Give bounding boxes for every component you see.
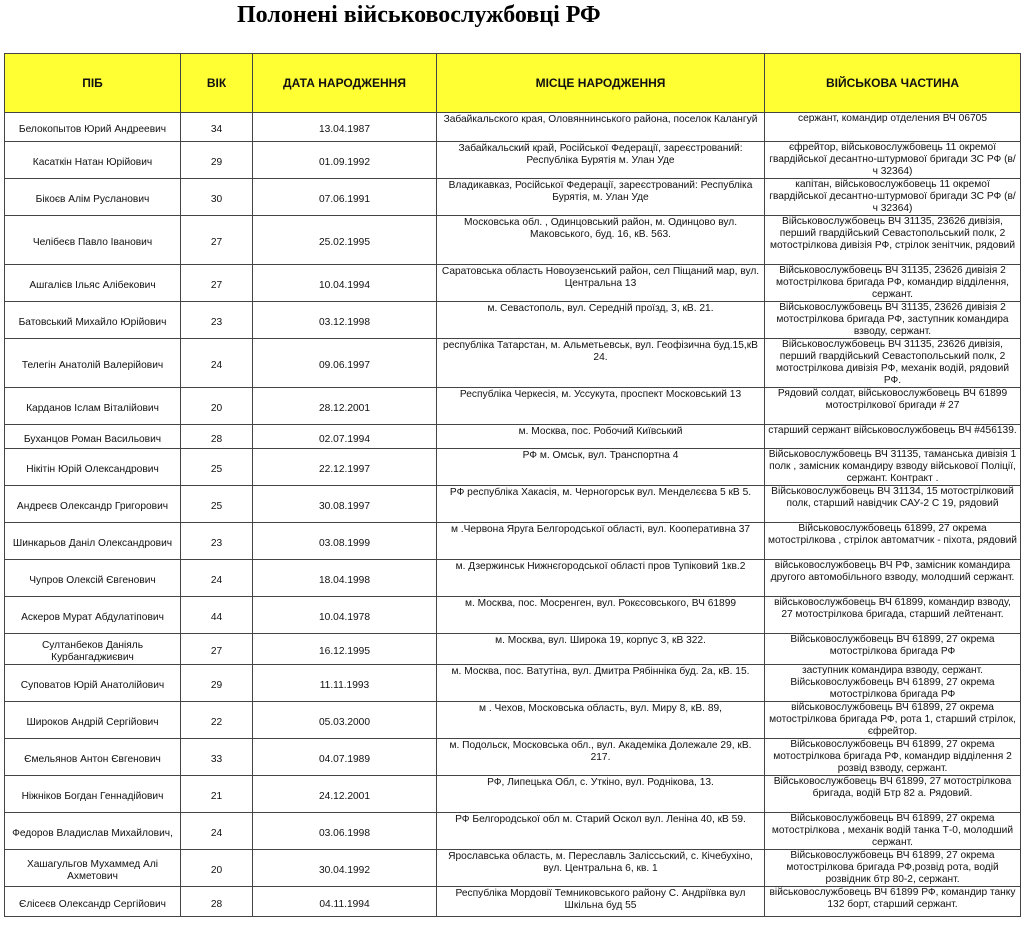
dob-cell: 24.12.2001: [253, 776, 437, 813]
table-row: [5, 560, 1021, 597]
age-cell: 25: [181, 449, 253, 486]
page-title: Полонені військовослужбовці РФ: [237, 2, 601, 28]
birthplace-cell: Московська обл. , Одинцовський район, м. Одинцово вул. Маковського, буд. 16, кВ. 563.: [437, 216, 765, 265]
header-age: ВІК: [181, 54, 253, 113]
name-cell: Чупров Олексій Євгенович: [5, 560, 181, 597]
military-unit-cell: військовослужбовець ВЧ 61899, командир взводу, 27 мотострілкова бригада, старший лейтенант.: [765, 597, 1021, 634]
birthplace-cell: республіка Татарстан, м. Альметьевськ, вул. Геофізична буд.15,кВ 24.: [437, 339, 765, 388]
dob-cell: 01.09.1992: [253, 142, 437, 179]
name-cell: Андреєв Олександр Григорович: [5, 486, 181, 523]
prisoners-table: [4, 53, 1021, 917]
dob-cell: 11.11.1993: [253, 665, 437, 702]
dob-cell: 10.04.1978: [253, 597, 437, 634]
table-row: [5, 702, 1021, 739]
birthplace-cell: м. Москва, пос. Робочий Київський: [437, 425, 765, 449]
table-row: [5, 142, 1021, 179]
table-row: [5, 179, 1021, 216]
name-cell: Челібеєв Павло Іванович: [5, 216, 181, 265]
birthplace-cell: Саратовська область Новоузенський район, сел Піщаний мар, вул. Центральна 13: [437, 265, 765, 302]
birthplace-cell: м .Червона Яруга Белгородської області, вул. Кооперативна 37: [437, 523, 765, 560]
birthplace-cell: м. Москва, пос. Мосренген, вул. Рокєсовського, ВЧ 61899: [437, 597, 765, 634]
table-row: [5, 850, 1021, 887]
table-row: [5, 113, 1021, 142]
dob-cell: 30.04.1992: [253, 850, 437, 887]
name-cell: Хашагульгов Мухаммед Алі Ахметович: [5, 850, 181, 887]
dob-cell: 30.08.1997: [253, 486, 437, 523]
age-cell: 24: [181, 339, 253, 388]
table-row: [5, 339, 1021, 388]
military-unit-cell: військовослужбовець ВЧ 61899, 27 окрема мотострілкова бригада РФ, рота 1, старший стрілок, єфрейтор.: [765, 702, 1021, 739]
dob-cell: 09.06.1997: [253, 339, 437, 388]
header-military-unit: ВІЙСЬКОВА ЧАСТИНА: [765, 54, 1021, 113]
dob-cell: 28.12.2001: [253, 388, 437, 425]
dob-cell: 25.02.1995: [253, 216, 437, 265]
military-unit-cell: заступник командира взводу, сержант. Військовослужбовець ВЧ 61899, 27 окрема мотострілкова бригада РФ: [765, 665, 1021, 702]
table-row: [5, 388, 1021, 425]
birthplace-cell: Республіка Черкесія, м. Уссукута, проспект Московський 13: [437, 388, 765, 425]
dob-cell: 07.06.1991: [253, 179, 437, 216]
name-cell: Аскеров Мурат Абдулатіпович: [5, 597, 181, 634]
table-row: [5, 597, 1021, 634]
military-unit-cell: Військовослужбовець ВЧ 31135, 23626 дивізія, перший гвардійський Севастопольський полк, 2 мотострілкова дивізія РФ, стрілок зенітчик, рядовий: [765, 216, 1021, 265]
table-row: [5, 739, 1021, 776]
name-cell: Шинкарьов Даніл Олександрович: [5, 523, 181, 560]
name-cell: Нікітін Юрій Олександрович: [5, 449, 181, 486]
military-unit-cell: військовослужбовець ВЧ 61899 РФ, командир танку 132 борт, старший сержант.: [765, 887, 1021, 917]
dob-cell: 16.12.1995: [253, 634, 437, 665]
military-unit-cell: Військовослужбовець ВЧ 31135, 23626 дивізія 2 мотострілкова бригада РФ, заступник командира взводу, сержант.: [765, 302, 1021, 339]
name-cell: Батовський Михайло Юрійович: [5, 302, 181, 339]
name-cell: Карданов Іслам Віталійович: [5, 388, 181, 425]
age-cell: 20: [181, 388, 253, 425]
name-cell: Буханцов Роман Васильович: [5, 425, 181, 449]
name-cell: Султанбеков Даніяль Курбангаджиєвич: [5, 634, 181, 665]
table-row: [5, 449, 1021, 486]
table-row: [5, 425, 1021, 449]
table-row: [5, 887, 1021, 917]
military-unit-cell: Військовослужбовець ВЧ 61899, 27 окрема мотострілкова бригада РФ,розвід рота, водій розвідник бтр 80-2, сержант.: [765, 850, 1021, 887]
military-unit-cell: Військовослужбовець ВЧ 61899, 27 окрема мотострілкова бригада РФ: [765, 634, 1021, 665]
military-unit-cell: Військовослужбовець ВЧ 31135, 23626 дивізія, перший гвардійський Севастопольський полк, 2 мотострілкова дивізія РФ, механік водій, рядовий РФ.: [765, 339, 1021, 388]
birthplace-cell: Республіка Мордовії Темниковського району С. Андріївка вул Шкільна буд 55: [437, 887, 765, 917]
name-cell: Ашгалієв Ільяс Алібекович: [5, 265, 181, 302]
birthplace-cell: м. Дзержинськ Нижнєгородської області пров Тупіковий 1кв.2: [437, 560, 765, 597]
birthplace-cell: м. Подольск, Московська обл., вул. Академіка Долежале 29, кВ. 217.: [437, 739, 765, 776]
age-cell: 29: [181, 142, 253, 179]
age-cell: 23: [181, 302, 253, 339]
military-unit-cell: Військовослужбовець ВЧ 31135, 23626 дивізія 2 мотострілкова бригада РФ, командир відділення, сержант.: [765, 265, 1021, 302]
birthplace-cell: РФ м. Омськ, вул. Транспортна 4: [437, 449, 765, 486]
military-unit-cell: старший сержант військовослужбовець ВЧ #456139.: [765, 425, 1021, 449]
table-row: [5, 665, 1021, 702]
age-cell: 27: [181, 265, 253, 302]
military-unit-cell: сержант, командир отделения ВЧ 06705: [765, 113, 1021, 142]
dob-cell: 03.08.1999: [253, 523, 437, 560]
age-cell: 28: [181, 425, 253, 449]
table-header-row: [5, 54, 1021, 113]
birthplace-cell: РФ республіка Хакасія, м. Черногорськ вул. Менделєєва 5 кВ 5.: [437, 486, 765, 523]
birthplace-cell: Забайкальского края, Оловяннинського района, поселок Калангуй: [437, 113, 765, 142]
age-cell: 23: [181, 523, 253, 560]
dob-cell: 04.07.1989: [253, 739, 437, 776]
dob-cell: 13.04.1987: [253, 113, 437, 142]
military-unit-cell: Військовослужбовець 61899, 27 окрема мотострілкова , стрілок автоматчик - піхота, рядовий: [765, 523, 1021, 560]
age-cell: 24: [181, 813, 253, 850]
military-unit-cell: Військовослужбовець ВЧ 61899, 27 окрема мотострілкова , механік водій танка Т-0, молодший сержант.: [765, 813, 1021, 850]
birthplace-cell: РФ, Липецька Обл, с. Уткіно, вул. Роднікова, 13.: [437, 776, 765, 813]
table-row: [5, 265, 1021, 302]
age-cell: 22: [181, 702, 253, 739]
military-unit-cell: Рядовий солдат, військовослужбовець ВЧ 61899 мотострілкової бригади # 27: [765, 388, 1021, 425]
age-cell: 27: [181, 634, 253, 665]
birthplace-cell: м . Чехов, Московська область, вул. Миру 8, кВ. 89,: [437, 702, 765, 739]
birthplace-cell: м. Севастополь, вул. Середній проїзд, 3, кВ. 21.: [437, 302, 765, 339]
birthplace-cell: Забайкальский край, Російської Федерації, зареєстрований: Республіка Бурятія м. Улан Уде: [437, 142, 765, 179]
dob-cell: 18.04.1998: [253, 560, 437, 597]
name-cell: Ніжніков Богдан Геннадійович: [5, 776, 181, 813]
dob-cell: 05.03.2000: [253, 702, 437, 739]
header-name: ПІБ: [5, 54, 181, 113]
dob-cell: 10.04.1994: [253, 265, 437, 302]
name-cell: Белокопытов Юрий Андреевич: [5, 113, 181, 142]
military-unit-cell: капітан, військовослужбовець 11 окремої гвардійської десантно-штурмової бригади ЗС РФ (в/ч 32364): [765, 179, 1021, 216]
table-row: [5, 634, 1021, 665]
birthplace-cell: м. Москва, пос. Ватутіна, вул. Дмитра Рябінніка буд. 2а, кВ. 15.: [437, 665, 765, 702]
dob-cell: 22.12.1997: [253, 449, 437, 486]
name-cell: Бікоєв Алім Русланович: [5, 179, 181, 216]
age-cell: 21: [181, 776, 253, 813]
name-cell: Єлісеєв Олександр Сергійович: [5, 887, 181, 917]
age-cell: 25: [181, 486, 253, 523]
dob-cell: 03.06.1998: [253, 813, 437, 850]
dob-cell: 02.07.1994: [253, 425, 437, 449]
age-cell: 24: [181, 560, 253, 597]
header-birthplace: МІСЦЕ НАРОДЖЕННЯ: [437, 54, 765, 113]
table-row: [5, 216, 1021, 265]
name-cell: Федоров Владислав Михайлович,: [5, 813, 181, 850]
name-cell: Суповатов Юрій Анатолійович: [5, 665, 181, 702]
military-unit-cell: Військовослужбовець ВЧ 31134, 15 мотострілковий полк, старший навідчик САУ-2 С 19, рядовий: [765, 486, 1021, 523]
age-cell: 20: [181, 850, 253, 887]
name-cell: Ємельянов Антон Євгенович: [5, 739, 181, 776]
birthplace-cell: РФ Белгородської обл м. Старий Оскол вул. Леніна 40, кВ 59.: [437, 813, 765, 850]
table-row: [5, 523, 1021, 560]
military-unit-cell: Військовослужбовець ВЧ 61899, 27 мотострілкова бригада, водій Бтр 82 а. Рядовий.: [765, 776, 1021, 813]
birthplace-cell: м. Москва, вул. Широка 19, корпус 3, кВ 322.: [437, 634, 765, 665]
name-cell: Касаткін Натан Юрійович: [5, 142, 181, 179]
name-cell: Широков Андрій Сергійович: [5, 702, 181, 739]
military-unit-cell: Військовослужбовець ВЧ 61899, 27 окрема мотострілкова бригада РФ, командир відділення 2 розвід взводу, сержант.: [765, 739, 1021, 776]
table-row: [5, 486, 1021, 523]
dob-cell: 04.11.1994: [253, 887, 437, 917]
name-cell: Телегін Анатолій Валерійович: [5, 339, 181, 388]
military-unit-cell: Військовослужбовець ВЧ 31135, таманська дивізія 1 полк , замісник командиру взводу військової Поліції, сержант. Контракт .: [765, 449, 1021, 486]
table-row: [5, 776, 1021, 813]
military-unit-cell: військовослужбовець ВЧ РФ, замісник командира другого автомобільного взводу, молодший сержант.: [765, 560, 1021, 597]
military-unit-cell: єфрейтор, військовослужбовець 11 окремої гвардійської десантно-штурмової бригади ЗС РФ (в/ч 32364): [765, 142, 1021, 179]
dob-cell: 03.12.1998: [253, 302, 437, 339]
table-row: [5, 302, 1021, 339]
header-dob: ДАТА НАРОДЖЕННЯ: [253, 54, 437, 113]
age-cell: 30: [181, 179, 253, 216]
table-row: [5, 813, 1021, 850]
age-cell: 28: [181, 887, 253, 917]
age-cell: 44: [181, 597, 253, 634]
birthplace-cell: Ярославська область, м. Переславль Заліссьский, с. Кічебухіно, вул. Центральна 6, кв. 1: [437, 850, 765, 887]
age-cell: 27: [181, 216, 253, 265]
birthplace-cell: Владикавказ, Російської Федерації, зареєстрований: Республіка Бурятія, м. Улан Уде: [437, 179, 765, 216]
age-cell: 29: [181, 665, 253, 702]
age-cell: 34: [181, 113, 253, 142]
age-cell: 33: [181, 739, 253, 776]
